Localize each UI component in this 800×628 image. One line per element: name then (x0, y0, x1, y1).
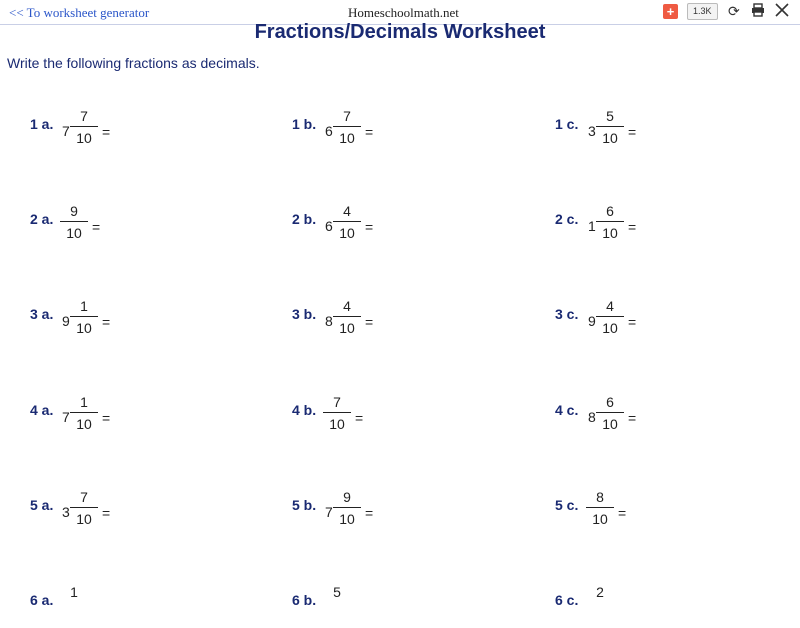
close-icon[interactable] (775, 3, 789, 20)
fraction-numerator: 4 (343, 298, 351, 314)
fraction (596, 107, 624, 147)
equals-sign: = (102, 505, 111, 521)
fraction-denominator: 10 (339, 225, 355, 241)
fraction-numerator: 6 (606, 203, 614, 219)
fraction-denominator: 10 (76, 320, 92, 336)
problem-item (555, 108, 675, 152)
fraction (333, 107, 361, 147)
fraction-numerator: 4 (606, 298, 614, 314)
equals-sign: = (628, 124, 637, 140)
problem-item (555, 298, 675, 342)
whole-number: 7 (325, 504, 333, 520)
fraction-bar (333, 221, 361, 222)
fraction (333, 202, 361, 242)
share-count-badge: 1.3K (687, 3, 718, 20)
fraction-numerator: 6 (606, 394, 614, 410)
fraction (70, 393, 98, 433)
equals-sign: = (365, 505, 374, 521)
problem-item (30, 489, 150, 533)
fraction-numerator: 7 (343, 108, 351, 124)
fraction-denominator: 10 (339, 320, 355, 336)
equals-sign: = (102, 314, 111, 330)
fraction (333, 488, 361, 528)
equals-sign: = (365, 124, 374, 140)
fraction (596, 202, 624, 242)
whole-number: 1 (588, 218, 596, 234)
fraction-bar (333, 507, 361, 508)
fraction (70, 297, 98, 337)
problem-item (30, 394, 150, 438)
whole-number: 7 (62, 409, 70, 425)
fraction-numerator: 7 (80, 489, 88, 505)
fraction (596, 297, 624, 337)
equals-sign: = (618, 505, 627, 521)
equals-sign: = (92, 219, 101, 235)
fraction-bar (323, 412, 351, 413)
fraction-denominator: 10 (329, 416, 345, 432)
fraction-bar (596, 412, 624, 413)
problem-label: 4 b. (292, 402, 317, 418)
worksheet-generator-link[interactable]: << To worksheet generator (9, 5, 150, 20)
fraction-denominator: 10 (76, 511, 92, 527)
equals-sign: = (365, 314, 374, 330)
fraction-bar (70, 316, 98, 317)
problem-item (292, 298, 412, 342)
fraction-denominator: 10 (339, 511, 355, 527)
equals-sign: = (355, 410, 364, 426)
plus-share-button[interactable]: + (663, 4, 678, 19)
problem-label: 2 c. (555, 211, 579, 227)
problem-label: 6 a. (30, 592, 54, 608)
fraction (596, 393, 624, 433)
problem-item (30, 108, 150, 152)
fraction-denominator: 10 (66, 225, 82, 241)
fraction-numerator: 4 (343, 203, 351, 219)
fraction-numerator: 1 (70, 584, 78, 600)
fraction-bar (70, 507, 98, 508)
fraction-numerator: 7 (333, 394, 341, 410)
fraction-denominator: 10 (592, 511, 608, 527)
fraction-numerator: 7 (80, 108, 88, 124)
fraction-denominator: 10 (339, 130, 355, 146)
equals-sign: = (102, 124, 111, 140)
fraction-bar (596, 316, 624, 317)
fraction-bar (333, 316, 361, 317)
fraction (323, 583, 351, 601)
instructions-text: Write the following fractions as decimals. (7, 55, 260, 71)
refresh-icon[interactable]: ⟳ (728, 3, 740, 19)
problem-item (30, 584, 150, 628)
fraction (70, 488, 98, 528)
problem-item (292, 108, 412, 152)
fraction-numerator: 5 (333, 584, 341, 600)
fraction-bar (70, 412, 98, 413)
fraction-numerator: 1 (80, 394, 88, 410)
fraction (60, 583, 88, 601)
fraction-denominator: 10 (602, 416, 618, 432)
equals-sign: = (102, 410, 111, 426)
site-name: Homeschoolmath.net (348, 5, 459, 20)
page-title: Fractions/Decimals Worksheet (254, 21, 546, 43)
fraction-bar (596, 221, 624, 222)
problem-label: 5 a. (30, 497, 54, 513)
problem-item (555, 489, 675, 533)
whole-number: 3 (588, 123, 596, 139)
problem-label: 4 a. (30, 402, 54, 418)
problem-label: 5 b. (292, 497, 317, 513)
problem-label: 6 c. (555, 592, 579, 608)
fraction (333, 297, 361, 337)
problem-label: 1 c. (555, 116, 579, 132)
equals-sign: = (628, 314, 637, 330)
problem-item (292, 489, 412, 533)
whole-number: 3 (62, 504, 70, 520)
whole-number: 6 (325, 218, 333, 234)
fraction-numerator: 9 (343, 489, 351, 505)
problem-item (555, 394, 675, 438)
fraction (323, 393, 351, 433)
whole-number: 8 (588, 409, 596, 425)
fraction-bar (333, 126, 361, 127)
problem-item (292, 394, 412, 438)
fraction (586, 488, 614, 528)
problem-item (30, 298, 150, 342)
fraction-numerator: 9 (70, 203, 78, 219)
fraction-numerator: 2 (596, 584, 604, 600)
fraction-denominator: 10 (602, 130, 618, 146)
fraction-numerator: 1 (80, 298, 88, 314)
problem-label: 3 c. (555, 306, 579, 322)
fraction (70, 107, 98, 147)
fraction-numerator: 8 (596, 489, 604, 505)
problem-label: 2 b. (292, 211, 317, 227)
fraction (60, 202, 88, 242)
whole-number: 8 (325, 313, 333, 329)
problem-item (292, 203, 412, 247)
equals-sign: = (365, 219, 374, 235)
fraction-denominator: 10 (76, 416, 92, 432)
fraction-bar (60, 221, 88, 222)
equals-sign: = (628, 410, 637, 426)
problem-item (292, 584, 412, 628)
problem-label: 2 a. (30, 211, 54, 227)
fraction (586, 583, 614, 601)
whole-number: 9 (62, 313, 70, 329)
problem-label: 4 c. (555, 402, 579, 418)
problem-label: 3 b. (292, 306, 317, 322)
problem-item (555, 584, 675, 628)
problem-item (30, 203, 150, 247)
problem-label: 3 a. (30, 306, 54, 322)
whole-number: 7 (62, 123, 70, 139)
whole-number: 9 (588, 313, 596, 329)
problem-label: 5 c. (555, 497, 579, 513)
fraction-numerator: 5 (606, 108, 614, 124)
fraction-bar (70, 126, 98, 127)
fraction-bar (596, 126, 624, 127)
whole-number: 6 (325, 123, 333, 139)
print-icon[interactable] (751, 3, 765, 20)
problem-label: 1 a. (30, 116, 54, 132)
problem-label: 6 b. (292, 592, 317, 608)
problem-item (555, 203, 675, 247)
equals-sign: = (628, 219, 637, 235)
problem-label: 1 b. (292, 116, 317, 132)
fraction-denominator: 10 (602, 320, 618, 336)
fraction-bar (586, 507, 614, 508)
fraction-denominator: 10 (602, 225, 618, 241)
fraction-denominator: 10 (76, 130, 92, 146)
